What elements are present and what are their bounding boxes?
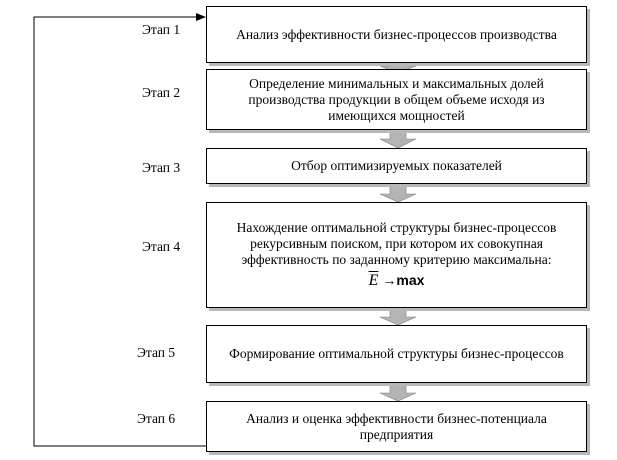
- stage-2-box: [206, 69, 587, 130]
- stage-3-box: [206, 148, 587, 184]
- flow-arrow-2-3: [380, 131, 416, 148]
- stage-5-text: Формирование оптимальной структуры бизнес-процессов: [229, 346, 564, 361]
- stage-4-label: Этап 4: [142, 239, 181, 254]
- stage-5-label: Этап 5: [137, 345, 176, 360]
- stage-4-text: Нахождение оптимальной структуры бизнес-процессов рекурсивным поиском, при котором их совокупная эффективность по заданному критерию максимальна:: [236, 219, 557, 267]
- flow-arrow-4-5: [380, 309, 416, 325]
- stage-1-text: Анализ эффективности бизнес-процессов производства: [236, 26, 557, 42]
- stage-6-box: [206, 401, 587, 452]
- stage-1-box: [206, 6, 587, 63]
- feedback-loop-line: [34, 17, 207, 446]
- stage-4-box: [206, 202, 587, 308]
- stage-3-label: Этап 3: [142, 160, 181, 175]
- stage-3-text: Отбор оптимизируемых показателей: [291, 158, 502, 173]
- formula-variable: $\overline{E}$: [368, 271, 379, 289]
- stage-2-label: Этап 2: [142, 85, 181, 100]
- formula-arrow: →: [382, 273, 397, 289]
- stage-5-box: [206, 325, 587, 383]
- stage-1-label: Этап 1: [142, 22, 181, 37]
- stage-6-label: Этап 6: [137, 411, 176, 426]
- stage-2-text: Определение минимальных и максимальных долей производства продукции в общем объеме исходя из имеющихся мощностей: [248, 75, 545, 123]
- objective-formula: [369, 271, 425, 291]
- stage-6-text: Анализ и оценка эффективности бизнес-потенциала предприятия: [246, 410, 547, 442]
- flow-arrow-3-4: [380, 185, 416, 202]
- formula-operator: max: [396, 271, 425, 288]
- flow-arrow-5-6: [380, 384, 416, 401]
